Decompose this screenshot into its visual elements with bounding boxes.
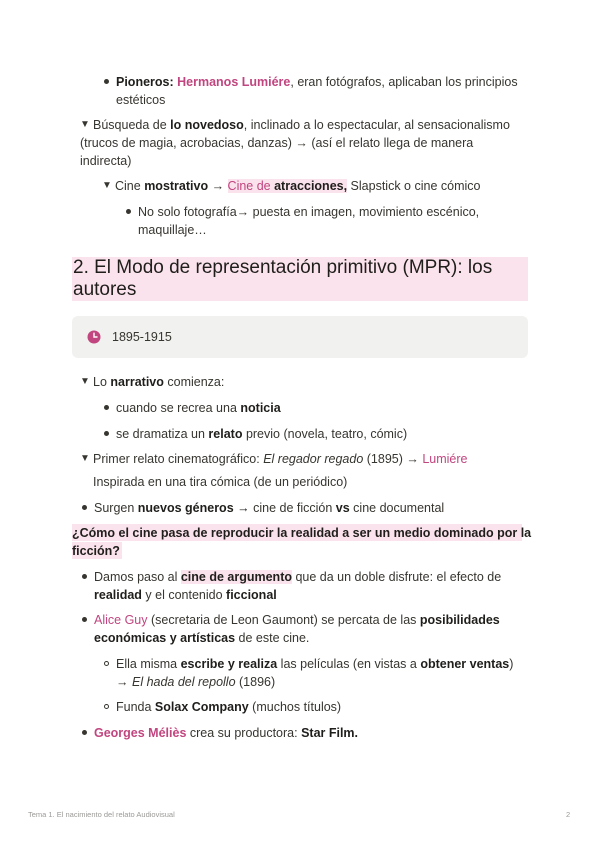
narrativo-item-2: se dramatiza un relato previo (novela, teatro, cómic) (116, 427, 408, 441)
surgen-line: Surgen nuevos géneros → cine de ficción vs cine documental (94, 501, 445, 515)
bullet-dot (82, 730, 87, 735)
bullet-dot (104, 431, 109, 436)
toggle-triangle-icon[interactable]: ▼ (80, 376, 90, 387)
alice-line-1: Alice Guy (secretaria de Leon Gaumont) se percata de las posibilidades (94, 613, 500, 627)
damos-line-2: realidad y el contenido ficcional (94, 588, 277, 602)
pioneros-line-2: estéticos (116, 93, 166, 107)
damos-line-1: Damos paso al cine de argumento que da un doble disfrute: el efecto de (94, 570, 502, 584)
alice-line-2: económicas y artísticas de este cine. (94, 631, 310, 645)
clock-icon (87, 330, 101, 344)
sub-bullet-ring (104, 661, 109, 666)
pioneros-line-1: Pioneros: Hermanos Lumiére, eran fotógrafos, aplicaban los principios (116, 75, 518, 89)
toggle-triangle-icon[interactable]: ▼ (80, 119, 90, 130)
lumiere-link[interactable]: Lumiére (422, 452, 468, 466)
sub-bullet-ring (104, 704, 109, 709)
alice-sub-2: Funda Solax Company (muchos títulos) (116, 700, 342, 714)
lumiere-link[interactable]: Hermanos Lumiére (177, 75, 291, 89)
no-solo-line-1: No solo fotografía→ puesta en imagen, movimiento escénico, (138, 205, 480, 219)
toggle-triangle-icon[interactable]: ▼ (102, 180, 112, 191)
primer-relato-line: Primer relato cinematográfico: El regador regado (1895) → Lumiére (93, 452, 468, 466)
question-line-1: ¿Cómo el cine pasa de reproducir la realidad a ser un medio dominado por la (72, 526, 532, 540)
georges-melies-link[interactable]: Georges Méliès (94, 726, 187, 740)
narrativo-line: Lo narrativo comienza: (93, 375, 225, 389)
callout-text: 1895-1915 (112, 330, 172, 344)
toggle-triangle-icon[interactable]: ▼ (80, 453, 90, 464)
narrativo-item-1: cuando se recrea una noticia (116, 401, 281, 415)
busqueda-line-2: (trucos de magia, acrobacias, danzas) → (así el relato llega de manera (80, 136, 474, 150)
busqueda-line-1: Búsqueda de lo novedoso, inclinado a lo espectacular, al sensacionalismo (93, 118, 510, 132)
busqueda-line-3: indirecta) (80, 154, 132, 168)
alice-sub-1-line-1: Ella misma escribe y realiza las películas (en vistas a obtener ventas) (116, 657, 514, 671)
primer-relato-sub: Inspirada en una tira cómica (de un periódico) (93, 475, 348, 489)
page-number: 2 (566, 810, 571, 819)
footer-title: Tema 1. El nacimiento del relato Audiovisual (28, 810, 175, 819)
bullet-dot (104, 79, 109, 84)
alice-sub-1-line-2: → El hada del repollo (1896) (116, 675, 276, 689)
cine-mostrativo-line: Cine mostrativo → Cine de atracciones, Slapstick o cine cómico (115, 179, 481, 193)
alice-guy-link[interactable]: Alice Guy (94, 613, 148, 627)
melies-line: Georges Méliès crea su productora: Star Film. (94, 726, 359, 740)
question-line-2: ficción? (72, 544, 120, 558)
bullet-dot (126, 209, 131, 214)
no-solo-line-2: maquillaje… (138, 223, 207, 237)
bullet-dot (82, 574, 87, 579)
bullet-dot (104, 405, 109, 410)
bullet-dot (82, 505, 87, 510)
bullet-dot (82, 617, 87, 622)
section-heading: 2. El Modo de representación primitivo (MPR): los autores (73, 257, 493, 300)
